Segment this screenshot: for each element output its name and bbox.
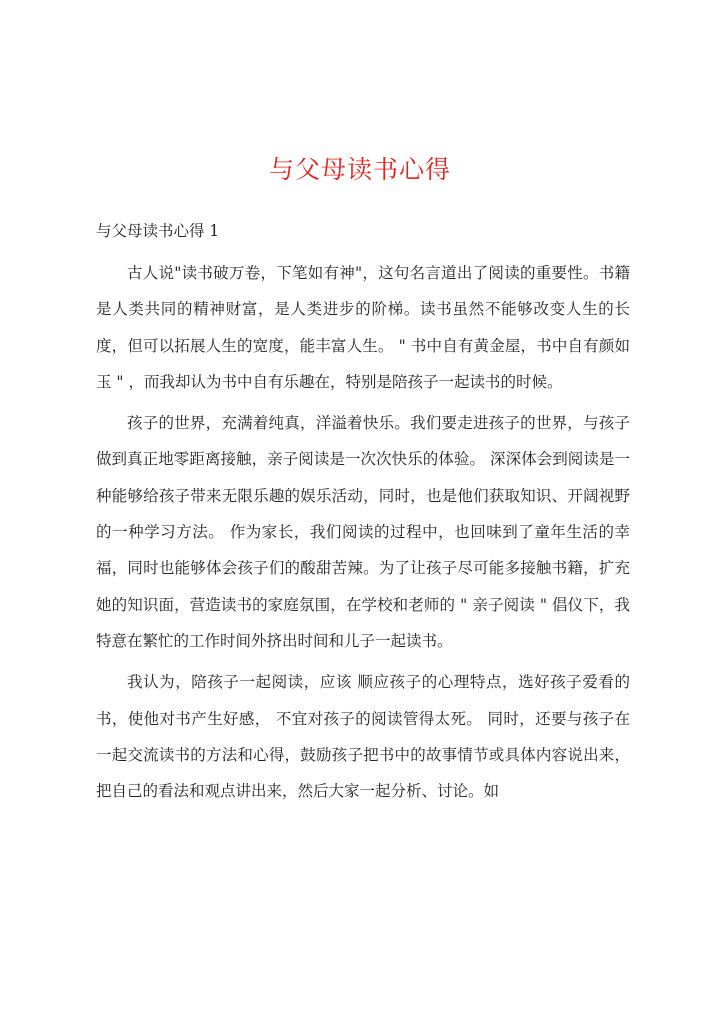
document-subtitle: 与父母读书心得 1 (96, 222, 220, 240)
paragraph: 古人说"读书破万卷，下笔如有神"，这句名言道出了阅读的重要性。书籍是人类共同的精神财富，是人类进步的阶梯。读书虽然不能够改变人生的长度，但可以拓展人生的宽度，能丰富人生。 " 书中自有黄金屋，书中自有颜如玉 " ，而我却认为书中自有乐趣在，特别是陪孩子一起读书的时候。 (96, 264, 630, 391)
document-title: 与父母读书心得 (268, 155, 451, 184)
paragraph: 我认为，陪孩子一起阅读，应该 顺应孩子的心理特点，选好孩子爱看的书，使他对书产生好感， 不宜对孩子的阅读管得太死。 同时，还要与孩子在一起交流读书的方法和心得，鼓励孩子把书中的故事情节或具体内容说出来，把自己的看法和观点讲出来，然后大家一起分析、讨论。如 (96, 673, 630, 801)
paragraph: 孩子的世界，充满着纯真，洋溢着快乐。我们要走进孩子的世界，与孩子做到真正地零距离接触，亲子阅读是一次次快乐的体验。 深深体会到阅读是一种能够给孩子带来无限乐趣的娱乐活动，同时，也是他们获取知识、开阔视野的一种学习方法。 作为家长，我们阅读的过程中，也回味到了童年生活的幸福，同时也能够体会孩子们的酸甜苦辣。为了让孩子尽可能多接触书籍，扩充她的知识面，营造读书的家庭氛围，在学校和老师的 " 亲子阅读 " 倡仪下，我特意在繁忙的工作时间外挤出时间和儿子一起读书。 (96, 414, 630, 650)
document-body (96, 255, 630, 809)
